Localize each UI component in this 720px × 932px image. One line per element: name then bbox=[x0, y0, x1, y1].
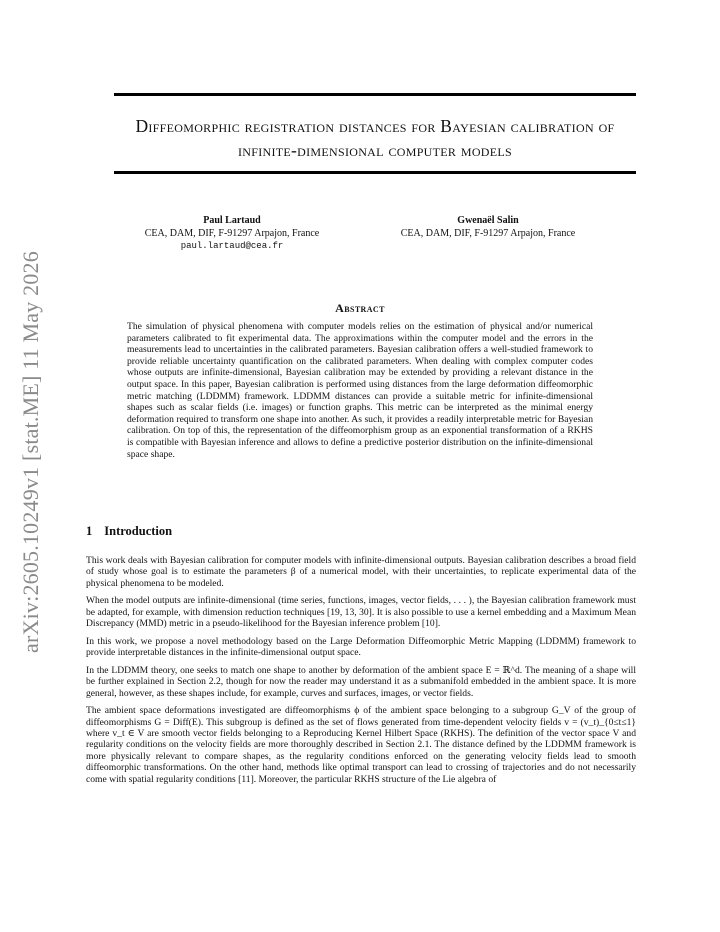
author-affiliation: CEA, DAM, DIF, F-91297 Arpajon, France bbox=[144, 227, 320, 239]
paper-title: Diffeomorphic registration distances for Bayesian calibration of infinite-dimensional computer models bbox=[135, 116, 615, 160]
body-paragraph: In the LDDMM theory, one seeks to match one shape to another by deformation of the ambient space E = ℝ^d. The meaning of a shape will be further explained in Section 2.2, though for now the reader may understand it as a submanifold embedded in the ambient space. It is more general, however, as these shapes include, for example, curves and surfaces, images, or vector fields. bbox=[86, 664, 636, 699]
title-bottom-rule bbox=[114, 171, 636, 174]
body-paragraph: This work deals with Bayesian calibration for computer models with infinite-dimensional outputs. Bayesian calibration describes a broad field of study whose goal is to estimate the parameters β of a numerical model, with their uncertainties, to replicate experimental data of the physical phenomena to be modeled. bbox=[86, 555, 636, 589]
author-name: Gwenaël Salin bbox=[457, 215, 519, 226]
arxiv-identifier-text: arXiv:2605.10249v1 [stat.ME] 11 May 2026 bbox=[18, 251, 43, 653]
body-paragraph: In this work, we propose a novel methodology based on the Large Deformation Diffeomorphic Metric Mapping (LDDMM) framework to provide interpretable distances in the infinite-dimensional output space. bbox=[86, 635, 636, 659]
abstract-heading: Abstract bbox=[335, 301, 385, 315]
author-name: Paul Lartaud bbox=[203, 215, 261, 226]
author-email[interactable]: paul.lartaud@cea.fr bbox=[180, 241, 284, 251]
author-block-2 bbox=[370, 215, 606, 240]
title-top-rule bbox=[114, 93, 636, 96]
abstract-text: The simulation of physical phenomena with computer models relies on the estimation of physical and/or numerical parameters calibrated to fit experimental data. The approximations within the computer model and the errors in the measurements lead to uncertainties in the calibrated parameters. Bayesian calibration offers a well-studied framework to provide reliable uncertainty quantification on the calibrated parameters. When dealing with complex computer codes whose outputs are infinite-dimensional, Bayesian calibration may be extended by providing a relevant distance in the output space. In this paper, Bayesian calibration is performed using distances from the large deformation diffeomorphic metric matching (LDDMM) framework. LDDMM distances can provide a suitable metric for infinite-dimensional shapes such as scalar fields (i.e. images) or function graphs. This metric can be interpreted as the minimal energy deformation required to transform one shape into another. As such, it provides a readily interpretable metric for Bayesian calibration. On top of this, the representation of the diffeomorphism group as an exponential transformation of a RKHS is compatible with Bayesian inference and allows to define a predictive posterior distribution on the infinite-dimensional space shape. bbox=[127, 321, 593, 460]
section-body bbox=[86, 555, 636, 791]
section-title: Introduction bbox=[104, 524, 173, 538]
author-block-1 bbox=[112, 215, 352, 253]
body-paragraph: When the model outputs are infinite-dimensional (time series, functions, images, vector fields, . . . ), the Bayesian calibration framework must be adapted, for example, with dimension reduction techniques [19, 13, 30]. It is also possible to use a kernel embedding and a Maximum Mean Discrepancy (MMD) metric in a pseudo-likelihood for the Bayesian inference problem [10]. bbox=[86, 595, 636, 630]
author-affiliation: CEA, DAM, DIF, F-91297 Arpajon, France bbox=[400, 227, 576, 239]
body-paragraph: The ambient space deformations investigated are diffeomorphisms ϕ of the ambient space belonging to a subgroup G_V of the group of diffeomorphisms G = Diff(E). This subgroup is defined as the set of flows generated from time-dependent velocity fields v = (v_t)_{0≤t≤1} where v_t ∈ V are smooth vector fields belonging to a Reproducing Kernel Hilbert Space (RKHS). The definition of the vector space V and regularity conditions on the velocity fields are more thoroughly described in Section 2.1. The distance defined by the LDDMM framework is more physically relevant to compare shapes, as the regularity conditions enforced on the generating velocity fields lead to smooth diffeomorphic transformations. On the other hand, methods like optimal transport can lead to crossing of trajectories and do not necessarily come with spatial regularity conditions [11]. Moreover, the particular RKHS structure of the Lie algebra of bbox=[86, 705, 636, 785]
section-number: 1 bbox=[86, 524, 93, 538]
section-heading bbox=[86, 524, 172, 539]
